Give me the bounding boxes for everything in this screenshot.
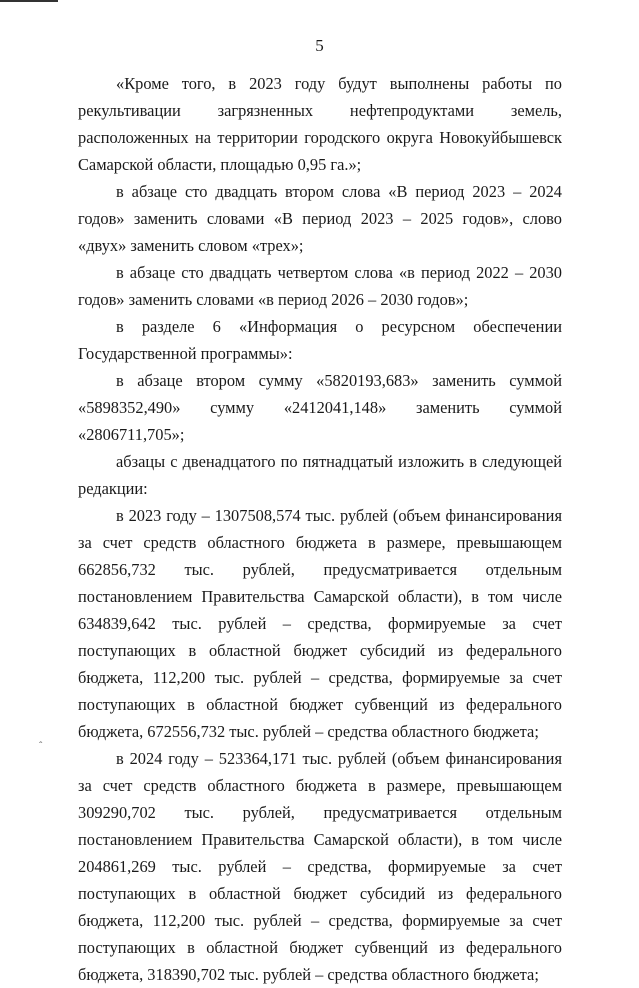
top-edge-rule — [0, 0, 58, 2]
scan-speck: ˆ — [39, 741, 43, 752]
paragraph-amend-122: в абзаце сто двадцать втором слова «В период 2023 – 2024 годов» заменить словами «В период 2023 – 2025 годов», слово «двух» заменить словом «трех»; — [78, 182, 562, 255]
paragraph-restate-12-15: абзацы с двенадцатого по пятнадцатый изложить в следующей редакции: — [78, 452, 562, 498]
page-number: 5 — [315, 36, 324, 55]
paragraph-year-2024: в 2024 году – 523364,171 тыс. рублей (объем финансирования за счет средств областного бюджета в размере, превышающем 309290,702 тыс. рублей, предусматривается отдельным постановлением Правительства Самарской области), в том числе 204861,269 тыс. рублей – средства, формируемые за счет поступающих в областной бюджет субсидий из федерального бюджета, 112,200 тыс. рублей – средства, формируемые за счет поступающих в областной бюджет субвенций из федерального бюджета, 318390,702 тыс. рублей – средства областного бюджета; — [78, 749, 562, 984]
paragraph-recultivation-quote: «Кроме того, в 2023 году будут выполнены работы по рекультивации загрязненных нефтепродуктами земель, расположенных на территории городского округа Новокуйбышевск Самарской области, площадью 0,95 га.»; — [78, 74, 562, 174]
paragraph-amend-second: в абзаце втором сумму «5820193,683» заменить суммой «5898352,490» сумму «2412041,148» заменить суммой «2806711,705»; — [78, 371, 562, 444]
paragraph-section-6: в разделе 6 «Информация о ресурсном обеспечении Государственной программы»: — [78, 317, 562, 363]
paragraph-year-2023: в 2023 году – 1307508,574 тыс. рублей (объем финансирования за счет средств областного бюджета в размере, превышающем 662856,732 тыс. рублей, предусматривается отдельным постановлением Правительства Самарской области), в том числе 634839,642 тыс. рублей – средства, формируемые за счет поступающих в областной бюджет субсидий из федерального бюджета, 112,200 тыс. рублей – средства, формируемые за счет поступающих в областной бюджет субвенций из федерального бюджета, 672556,732 тыс. рублей – средства областного бюджета; — [78, 506, 562, 741]
paragraph-amend-124: в абзаце сто двадцать четвертом слова «в период 2022 – 2030 годов» заменить словами «в период 2026 – 2030 годов»; — [78, 263, 562, 309]
body-text — [78, 70, 562, 988]
